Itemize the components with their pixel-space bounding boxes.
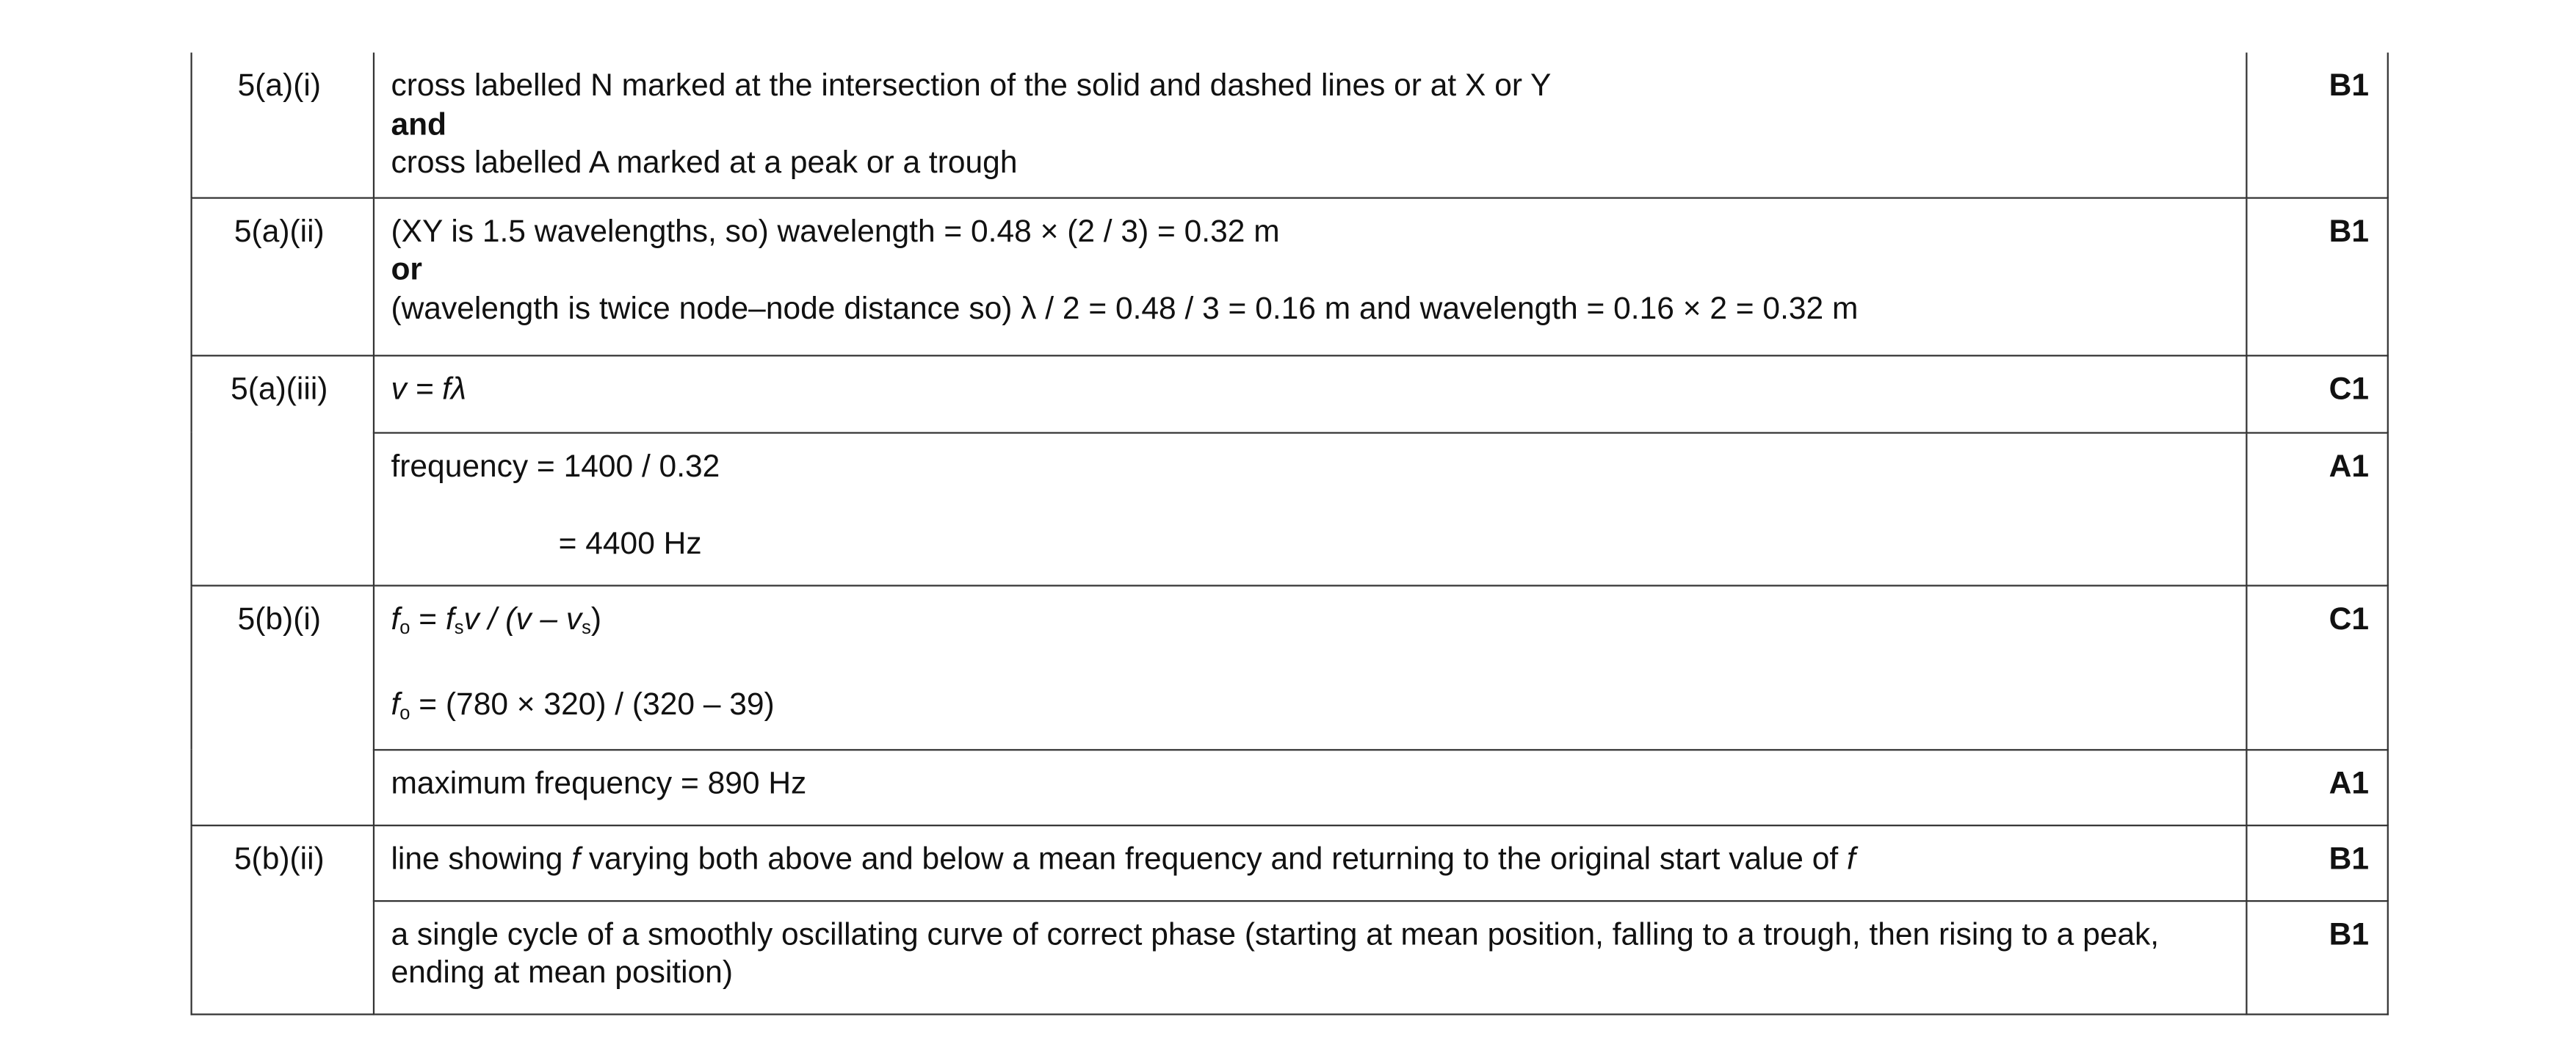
answer-line: maximum frequency = 890 Hz (391, 767, 807, 802)
question-number: 5(b)(i) (192, 584, 374, 825)
answer-connector: and (391, 107, 447, 142)
equation-line: $f_o = (780 \times 320) / (320 - 39)$ (391, 689, 775, 725)
answer-cell (374, 53, 2246, 198)
answer-line: line showing f varying both above and below a mean frequency and returning to the original start value of f (391, 841, 1856, 877)
mark-cell: B1 (2246, 900, 2387, 1013)
answer-line: cross labelled A marked at a peak or a trough (391, 146, 1018, 181)
answer-cell (374, 355, 2246, 432)
table-row (192, 197, 2388, 355)
answer-cell (374, 432, 2246, 584)
answer-connector: or (391, 253, 422, 288)
table-row (192, 53, 2388, 198)
mark-cell: B1 (2246, 53, 2387, 198)
question-number: 5(b)(ii) (192, 825, 374, 1013)
table-row (192, 825, 2388, 900)
line-spacer (391, 648, 2229, 687)
answer-cell (374, 584, 2246, 749)
table-row (192, 750, 2388, 825)
mark-cell: C1 (2246, 584, 2387, 749)
mark-cell: A1 (2246, 750, 2387, 825)
table-row (192, 900, 2388, 1013)
table-row (192, 584, 2388, 749)
mark-cell: B1 (2246, 197, 2387, 355)
answer-cell (374, 900, 2246, 1013)
table-row (192, 355, 2388, 432)
equation-line: $f_o = f_sv / (v - v_s)$ (391, 601, 602, 638)
table-row (192, 432, 2388, 584)
answer-line: (XY is 1.5 wavelengths, so) wavelength = 0.48 × (2 / 3) = 0.32 m (391, 214, 1280, 249)
question-number: 5(a)(ii) (192, 197, 374, 355)
question-number: 5(a)(iii) (192, 355, 374, 584)
line-spacer (391, 486, 2229, 525)
mark-scheme-table (191, 53, 2389, 1015)
equation-line: v = fλ (391, 372, 466, 407)
answer-line: (wavelength is twice node–node distance so) λ / 2 = 0.48 / 3 = 0.16 m and wavelength = 0.16 × 2 = 0.32 m (391, 292, 1859, 327)
answer-cell (374, 825, 2246, 900)
answer-line: frequency = 1400 / 0.32 (391, 449, 720, 484)
answer-line: a single cycle of a smoothly oscillating curve of correct phase (starting at mean position, falling to a trough, then rising to a peak, ending at mean position) (391, 917, 2160, 991)
answer-cell (374, 750, 2246, 825)
mark-cell: C1 (2246, 355, 2387, 432)
question-number: 5(a)(i) (192, 53, 374, 198)
answer-line: = 4400 Hz (558, 526, 702, 562)
mark-cell: A1 (2246, 432, 2387, 584)
mark-cell: B1 (2246, 825, 2387, 900)
answer-line: cross labelled N marked at the intersection of the solid and dashed lines or at X or Y (391, 68, 1552, 104)
answer-cell (374, 197, 2246, 355)
